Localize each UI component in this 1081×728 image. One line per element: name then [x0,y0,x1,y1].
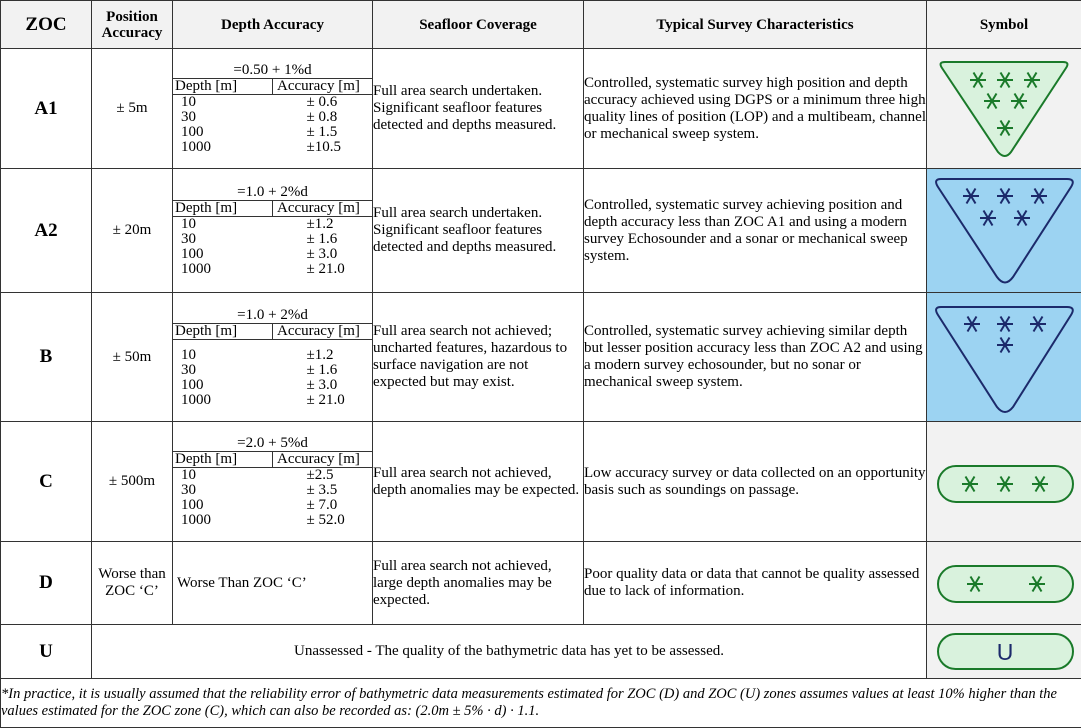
depth-value: 30 [173,363,273,378]
survey-characteristics: Poor quality data or data that cannot be quality assessed due to lack of information. [584,542,927,625]
depth-accuracy-cell [173,169,373,293]
accuracy-header: Accuracy [m] [273,452,373,468]
u-letter: U [997,639,1014,665]
accuracy-value: ±2.5 [273,468,373,484]
depth-value: 1000 [173,262,273,277]
footnote: *In practice, it is usually assumed that the reliability error of bathymetric data measurements estimated for ZOC (D) and ZOC (U) zones assumes values at least 10% higher than the values estimated for the ZOC zone (C), which can also be recorded as: (2.0m ± 5% · d) · 1.1. [1,679,1081,728]
depth-value: 100 [173,125,273,140]
depth-value: 100 [173,247,273,262]
depth-value: 10 [173,95,273,111]
symbol-cell [927,625,1081,679]
accuracy-header: Accuracy [m] [273,324,373,340]
accuracy-value: ± 1.6 [273,363,373,378]
unassessed-text: Unassessed - The quality of the bathymetric data has yet to be assessed. [92,625,927,679]
symbol-cell [927,422,1081,542]
depth-value: 30 [173,483,273,498]
depth-accuracy-cell [173,422,373,542]
seafloor-coverage: Full area search undertaken. Significant seafloor features detected and depths measured. [373,49,584,169]
depth-subtable [173,201,372,277]
accuracy-value: ± 0.6 [273,95,373,111]
header-seafloor-coverage: Seafloor Coverage [373,1,584,49]
depth-accuracy-cell [173,293,373,422]
position-accuracy: ± 5m [92,49,173,169]
zoc-u-pill-icon [927,625,1081,678]
depth-value: 10 [173,217,273,233]
table-row-c [1,422,1081,542]
depth-formula: =2.0 + 5%d [173,435,372,452]
depth-value: 100 [173,498,273,513]
accuracy-value: ± 52.0 [273,513,373,528]
depth-value: 10 [173,468,273,484]
position-accuracy: ± 50m [92,293,173,422]
depth-formula: =1.0 + 2%d [173,307,372,324]
seafloor-coverage: Full area search not achieved; uncharted features, hazardous to surface navigation are not expected but may exist. [373,293,584,422]
accuracy-value: ± 7.0 [273,498,373,513]
depth-subtable [173,324,372,408]
survey-characteristics: Controlled, systematic survey achieving similar depth but lesser position accuracy less than ZOC A2 and using a modern survey echosounder, but no sonar or mechanical sweep system. [584,293,927,422]
accuracy-value: ± 1.6 [273,232,373,247]
table-row-d [1,542,1081,625]
zoc-a2-triangle-icon [927,169,1081,292]
zoc-b-triangle-icon [927,293,1081,421]
footnote-row [1,679,1081,728]
zoc-id: D [1,542,92,625]
zoc-a1-triangle-icon [927,49,1081,168]
table-row-a2 [1,169,1081,293]
survey-characteristics: Controlled, systematic survey high position and depth accuracy achieved using DGPS or a minimum three high quality lines of position (LOP) and a multibeam, channel or mechanical sweep system. [584,49,927,169]
accuracy-value: ± 0.8 [273,110,373,125]
accuracy-value: ±1.2 [273,217,373,233]
position-accuracy: ± 500m [92,422,173,542]
accuracy-value: ±1.2 [273,339,373,363]
table-row-b [1,293,1081,422]
depth-header: Depth [m] [173,452,273,468]
depth-accuracy: Worse Than ZOC ‘C’ [173,542,373,625]
depth-subtable [173,452,372,528]
depth-value: 30 [173,232,273,247]
header-symbol: Symbol [927,1,1081,49]
header-position-accuracy: Position Accuracy [92,1,173,49]
depth-header: Depth [m] [173,324,273,340]
zoc-c-pill-icon [927,422,1081,541]
accuracy-header: Accuracy [m] [273,79,373,95]
depth-value: 10 [173,339,273,363]
zoc-id: U [1,625,92,679]
zoc-id: B [1,293,92,422]
table-row-a1 [1,49,1081,169]
depth-header: Depth [m] [173,79,273,95]
seafloor-coverage: Full area search undertaken. Significant seafloor features detected and depths measured. [373,169,584,293]
survey-characteristics: Low accuracy survey or data collected on an opportunity basis such as soundings on passage. [584,422,927,542]
depth-formula: =0.50 + 1%d [173,62,372,79]
accuracy-header: Accuracy [m] [273,201,373,217]
zoc-id: A1 [1,49,92,169]
accuracy-value: ± 21.0 [273,393,373,408]
table-row-u [1,625,1081,679]
accuracy-value: ± 3.0 [273,247,373,262]
depth-value: 1000 [173,393,273,408]
depth-value: 1000 [173,140,273,155]
depth-formula: =1.0 + 2%d [173,184,372,201]
accuracy-value: ±10.5 [273,140,373,155]
depth-value: 30 [173,110,273,125]
symbol-cell [927,542,1081,625]
depth-value: 100 [173,378,273,393]
symbol-cell [927,293,1081,422]
header-survey-characteristics: Typical Survey Characteristics [584,1,927,49]
header-depth-accuracy: Depth Accuracy [173,1,373,49]
zoc-d-pill-icon [927,542,1081,624]
accuracy-value: ± 1.5 [273,125,373,140]
header-zoc: ZOC [1,1,92,49]
survey-characteristics: Controlled, systematic survey achieving position and depth accuracy less than ZOC A1 and using a modern survey Echosounder and a sonar or mechanical sweep system. [584,169,927,293]
depth-subtable [173,79,372,155]
seafloor-coverage: Full area search not achieved, large depth anomalies may be expected. [373,542,584,625]
zoc-id: A2 [1,169,92,293]
zoc-id: C [1,422,92,542]
seafloor-coverage: Full area search not achieved, depth anomalies may be expected. [373,422,584,542]
depth-accuracy-cell [173,49,373,169]
position-accuracy: ± 20m [92,169,173,293]
symbol-cell [927,169,1081,293]
accuracy-value: ± 21.0 [273,262,373,277]
header-row [1,1,1081,49]
accuracy-value: ± 3.5 [273,483,373,498]
depth-value: 1000 [173,513,273,528]
accuracy-value: ± 3.0 [273,378,373,393]
depth-header: Depth [m] [173,201,273,217]
symbol-cell [927,49,1081,169]
position-accuracy: Worse than ZOC ‘C’ [92,542,173,625]
